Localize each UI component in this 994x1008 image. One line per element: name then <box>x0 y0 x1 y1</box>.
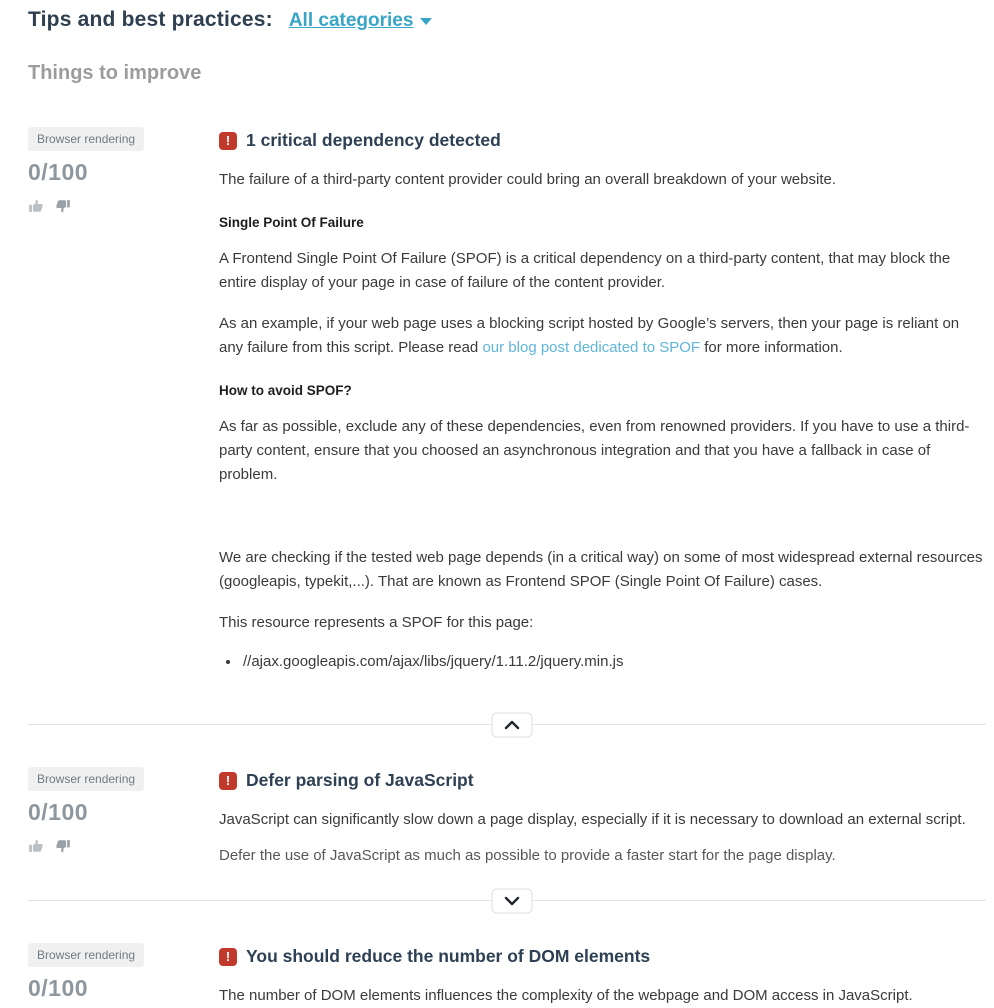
card-divider <box>28 724 986 725</box>
spof-resource-item: • //ajax.googleapis.com/ajax/libs/jquery/1.11.2/jquery.min.js <box>241 650 986 674</box>
category-filter-dropdown[interactable] <box>289 10 433 32</box>
tip-card-dom-elements <box>28 943 986 1008</box>
chevron-up-icon <box>504 720 519 729</box>
category-filter-label: All categories <box>288 10 414 31</box>
category-badge: Browser rendering <box>28 943 144 967</box>
tip-title: You should reduce the number of DOM elements <box>246 946 651 966</box>
collapse-card-button[interactable] <box>491 712 532 737</box>
feedback-controls <box>28 838 219 854</box>
card-divider <box>28 900 986 901</box>
score-value: 0/100 <box>28 159 89 185</box>
tip-subheading: Single Point Of Failure <box>219 215 364 230</box>
thumbs-up-icon[interactable] <box>28 198 44 214</box>
critical-warning-icon: ! <box>219 948 237 966</box>
blog-post-link[interactable]: our blog post dedicated to SPOF <box>482 339 701 356</box>
tip-paragraph: A Frontend Single Point Of Failure (SPOF) is a critical dependency on a third-party content, that may block the entire display of your page in case of failure of the content provider. <box>219 250 951 291</box>
tip-intro: JavaScript can significantly slow down a page display, especially if it is necessary to download an external script. <box>219 811 966 828</box>
score-value: 0/100 <box>28 975 89 1001</box>
caret-down-icon <box>420 18 432 25</box>
paragraph-text: As an example, if your web page uses a blocking script hosted by Google’s servers, then your page is reliant on any failure from this script. Please read <box>219 315 960 356</box>
tip-content <box>219 943 986 1008</box>
tip-paragraph: We are checking if the tested web page depends (in a critical way) on some of most widespread external resources (googleapis, typekit,...). That are known as Frontend SPOF (Single Point Of Failure) cases. <box>219 549 983 590</box>
thumbs-down-icon[interactable] <box>55 838 71 854</box>
chevron-down-icon <box>504 896 519 905</box>
tips-list <box>28 127 986 1008</box>
category-badge: Browser rendering <box>28 767 144 791</box>
tip-card-defer-js <box>28 767 986 901</box>
tip-meta-column <box>28 767 219 854</box>
thumbs-down-icon[interactable] <box>55 198 71 214</box>
section-title: Things to improve <box>28 62 202 84</box>
feedback-controls <box>28 198 219 214</box>
tip-paragraph: Defer the use of JavaScript as much as possible to provide a faster start for the page display. <box>219 847 836 864</box>
tip-intro: The failure of a third-party content provider could bring an overall breakdown of your website. <box>219 171 836 188</box>
paragraph-text: for more information. <box>700 339 843 356</box>
tip-meta-column <box>28 943 219 1002</box>
tip-subheading: How to avoid SPOF? <box>219 383 352 398</box>
tip-content <box>219 127 986 674</box>
page-title: Tips and best practices: <box>28 8 273 31</box>
tip-title-row <box>219 946 986 967</box>
score-value: 0/100 <box>28 799 89 825</box>
tip-card-spof <box>28 127 986 725</box>
tip-paragraph <box>219 312 986 360</box>
critical-warning-icon: ! <box>219 132 237 150</box>
page-header <box>28 6 986 32</box>
spof-resource-list <box>241 650 986 674</box>
tip-title-row <box>219 770 986 791</box>
tip-title: 1 critical dependency detected <box>246 130 501 150</box>
tip-meta-column <box>28 127 219 214</box>
critical-warning-icon: ! <box>219 772 237 790</box>
spacer <box>219 487 986 529</box>
tip-paragraph: As far as possible, exclude any of these dependencies, even from renowned providers. If you have to use a third-party content, ensure that you choosed an asynchronous integration and that you have a fallback in case of problem. <box>219 418 970 483</box>
category-badge: Browser rendering <box>28 127 144 151</box>
tip-title-row <box>219 130 986 151</box>
tip-title: Defer parsing of JavaScript <box>246 770 474 790</box>
tip-content <box>219 767 986 864</box>
expand-card-button[interactable] <box>491 888 532 913</box>
truncated-text <box>219 844 986 864</box>
thumbs-up-icon[interactable] <box>28 838 44 854</box>
tip-intro: The number of DOM elements influences the complexity of the webpage and DOM access in JavaScript. <box>219 987 913 1004</box>
tip-paragraph: This resource represents a SPOF for this page: <box>219 614 534 631</box>
